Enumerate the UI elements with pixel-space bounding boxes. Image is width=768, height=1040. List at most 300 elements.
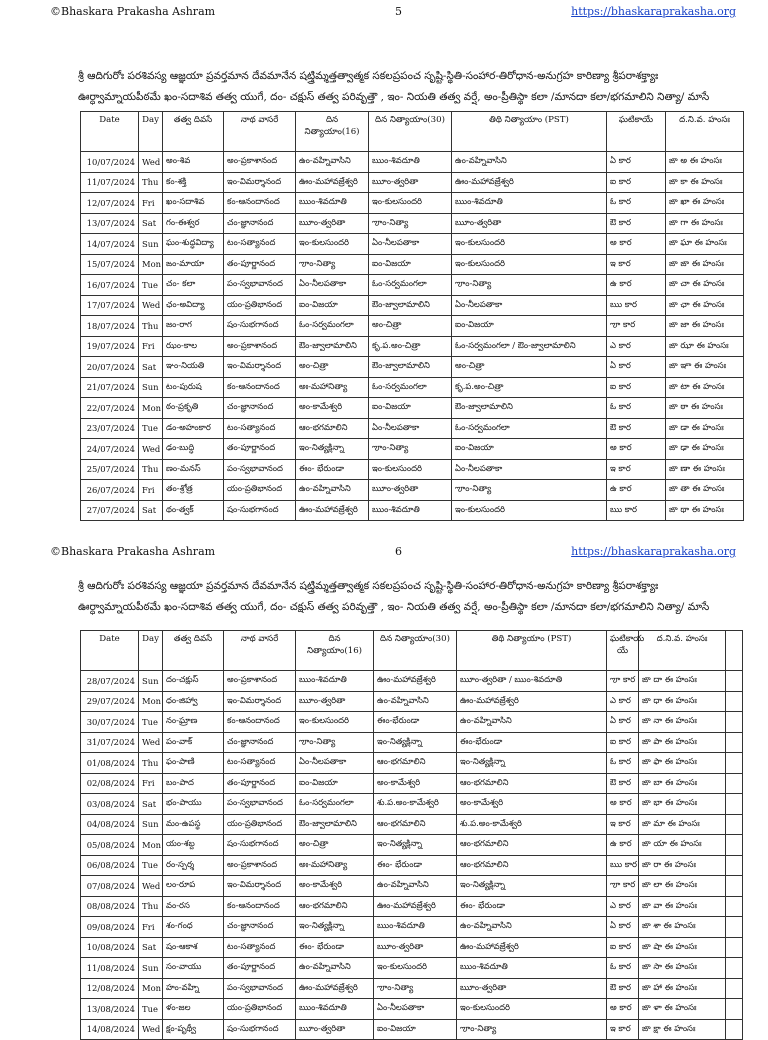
- cell-tattva: దం-చక్షుస్: [163, 671, 224, 692]
- cell-dina16: అం-కామేశ్వరి: [296, 876, 374, 897]
- cell-date: 26/07/2024: [81, 480, 139, 501]
- table-row: [81, 459, 744, 480]
- cell-hamsa: ఙా ఛా ఈ హంసః: [666, 295, 744, 316]
- cell-ghatika: ఐ కార: [607, 377, 666, 398]
- table-body: [81, 671, 743, 1040]
- cell-tattva: జం-రాగ: [163, 316, 224, 337]
- cell-dina16: ఊం-మహావజ్రేశ్వరి: [296, 978, 374, 999]
- cell-ghatika: ఓ కార: [607, 958, 639, 979]
- cell-tattva: ఖం-సదాశివ: [163, 193, 224, 214]
- cell-date: 15/07/2024: [81, 254, 139, 275]
- cell-day: Mon: [139, 691, 163, 712]
- cell-hamsa: ఙా ళా ఈ హంసః: [639, 999, 726, 1020]
- cell-dina30: ఐం-విజయా: [369, 254, 452, 275]
- cell-tattva: ఙం-మాయా: [163, 254, 224, 275]
- cell-date: 06/08/2024: [81, 855, 139, 876]
- cell-day: Wed: [139, 876, 163, 897]
- cell-ghatika: ఏ కార: [607, 357, 666, 378]
- cell-date: 19/07/2024: [81, 336, 139, 357]
- cell-dina16: అః-మహానిత్యా: [296, 377, 369, 398]
- cell-blank: [726, 671, 743, 692]
- cell-ghatika: ఋ కార: [607, 855, 639, 876]
- cell-tithi: ఇం-కులసుందరి: [452, 254, 607, 275]
- table-row: [81, 254, 744, 275]
- cell-dina16: ఆం-భగమాలిని: [296, 418, 369, 439]
- cell-ghatika: ఓ కార: [607, 753, 639, 774]
- cell-tattva: భం-పాయు: [163, 794, 224, 815]
- table-row: [81, 937, 743, 958]
- cell-dina16: ఇం-నిత్యక్లిన్నా: [296, 917, 374, 938]
- website-link[interactable]: https://bhaskaraprakasha.org: [571, 5, 736, 18]
- cell-day: Wed: [139, 732, 163, 753]
- cell-hamsa: ఙా భా ఈ హంసః: [639, 794, 726, 815]
- cell-blank: [726, 1019, 743, 1040]
- cell-ghatika: ఐ కార: [607, 732, 639, 753]
- cell-natha: టం-సత్యానంద: [224, 937, 296, 958]
- col-tattva: తత్వ దివసే: [163, 112, 224, 152]
- cell-ghatika: అ కార: [607, 794, 639, 815]
- table-row: [81, 855, 743, 876]
- table-row: [81, 316, 744, 337]
- cell-natha: టం-సత్యానంద: [224, 418, 296, 439]
- cell-blank: [726, 732, 743, 753]
- cell-date: 10/08/2024: [81, 937, 139, 958]
- table-row: [81, 794, 743, 815]
- cell-tithi: ఇం-కులసుందరి: [452, 500, 607, 521]
- cell-ghatika: ఉ కార: [607, 835, 639, 856]
- cell-dina30: ఇం-కులసుందరి: [374, 958, 457, 979]
- cell-hamsa: ఙా జా ఈ హంసః: [666, 316, 744, 337]
- cell-date: 13/08/2024: [81, 999, 139, 1020]
- table-row: [81, 275, 744, 296]
- cell-date: 14/07/2024: [81, 234, 139, 255]
- cell-date: 27/07/2024: [81, 500, 139, 521]
- cell-dina30: ౠం-త్వరితా: [369, 480, 452, 501]
- cell-day: Wed: [139, 1019, 163, 1040]
- cell-dina16: అం-కామేశ్వరి: [296, 398, 369, 419]
- cell-blank: [726, 958, 743, 979]
- cell-dina30: ఋం-శివదూతి: [374, 917, 457, 938]
- cell-ghatika: ఔ కార: [607, 213, 666, 234]
- page-number: 6: [395, 545, 402, 558]
- cell-blank: [726, 794, 743, 815]
- intro-text: [78, 576, 750, 618]
- cell-dina16: ఏం-నీలపతాకా: [296, 753, 374, 774]
- table-row: [81, 876, 743, 897]
- cell-day: Tue: [139, 275, 163, 296]
- cell-dina30: ఈం-భేరుండా: [374, 712, 457, 733]
- cell-tithi: ఇం-కులసుందరి: [457, 999, 607, 1020]
- cell-dina30: ఉం-వహ్నివాసిని: [374, 691, 457, 712]
- cell-tattva: షం-ఆకాశ: [163, 937, 224, 958]
- cell-natha: తం-పూర్ణానంద: [224, 958, 296, 979]
- cell-hamsa: ఙా ఢా ఈ హంసః: [666, 439, 744, 460]
- cell-day: Sat: [139, 500, 163, 521]
- col-ghatika-line1: ఘటికాయ: [610, 634, 645, 644]
- cell-dina30: ఆం-భగమాలిని: [374, 814, 457, 835]
- cell-blank: [726, 978, 743, 999]
- cell-tithi: ఏం-నీలపతాకా: [452, 459, 607, 480]
- cell-day: Mon: [139, 978, 163, 999]
- cell-dina30: ఐం-విజయా: [369, 398, 452, 419]
- cell-natha: పం-స్వభావానంద: [224, 978, 296, 999]
- intro-line-2: ఊర్ధ్వామ్నాయపీఠమే ఖం-సదాశివ తత్వ యుగే, దం- చక్షుస్ తత్వ పరివృత్తౌ , ఇం- నియతి తత్వ వర్షే, అం-ప్రీతిస్థా కలా /మానదా కలా/భగమాలిని నిత్యా/ మాసే: [78, 91, 710, 103]
- cell-date: 01/08/2024: [81, 753, 139, 774]
- cell-day: Mon: [139, 398, 163, 419]
- website-link[interactable]: https://bhaskaraprakasha.org: [571, 545, 736, 558]
- col-hamsa: ద.ని.వ. హంసః: [639, 631, 726, 671]
- col-day: Day: [139, 631, 163, 671]
- cell-tithi: ఋం-శివదూతి: [452, 193, 607, 214]
- cell-tattva: కం-శక్తి: [163, 172, 224, 193]
- cell-natha: అం-ప్రకాశానంద: [224, 152, 296, 173]
- cell-dina30: ఉం-వహ్నివాసిని: [374, 876, 457, 897]
- cell-tattva: ఞం-నియతి: [163, 357, 224, 378]
- cell-hamsa: ఙా యా ఈ హంసః: [639, 835, 726, 856]
- cell-hamsa: ఙా హా ఈ హంసః: [639, 978, 726, 999]
- cell-hamsa: ఙా దా ఈ హంసః: [639, 671, 726, 692]
- cell-ghatika: ఏ కార: [607, 712, 639, 733]
- cell-natha: పం-స్వభావానంద: [224, 794, 296, 815]
- cell-ghatika: ఐ కార: [607, 937, 639, 958]
- cell-tattva: ణం-మనస్: [163, 459, 224, 480]
- cell-tithi: ౡం-నిత్యా: [457, 1019, 607, 1040]
- col-dina16-line2: నిత్యాయాం(16): [304, 127, 360, 137]
- cell-tithi: ఓం-సర్వమంగలా: [452, 418, 607, 439]
- cell-tattva: అం-శివ: [163, 152, 224, 173]
- cell-date: 17/07/2024: [81, 295, 139, 316]
- cell-dina30: ఊం-మహావజ్రేశ్వరి: [374, 671, 457, 692]
- col-tattva: తత్వ దివసే: [163, 631, 224, 671]
- table-row: [81, 213, 744, 234]
- cell-hamsa: ఙా ఖా ఈ హంసః: [666, 193, 744, 214]
- cell-tithi: ఊం-మహావజ్రేశ్వరి: [457, 691, 607, 712]
- cell-dina16: అః-మహానిత్యా: [296, 855, 374, 876]
- cell-dina30: అం-చిత్రా: [369, 316, 452, 337]
- cell-ghatika: ఐ కార: [607, 172, 666, 193]
- table-row: [81, 418, 744, 439]
- cell-dina16: ఇం-కులసుందరి: [296, 712, 374, 733]
- cell-date: 14/08/2024: [81, 1019, 139, 1040]
- cell-dina16: అం-చిత్రా: [296, 835, 374, 856]
- cell-hamsa: ఙా ఠా ఈ హంసః: [666, 398, 744, 419]
- cell-day: Thu: [139, 172, 163, 193]
- cell-tattva: శం-గంధ: [163, 917, 224, 938]
- cell-hamsa: ఙా మా ఈ హంసః: [639, 814, 726, 835]
- cell-dina30: ౠం-త్వరితా: [374, 937, 457, 958]
- cell-day: Sun: [139, 958, 163, 979]
- col-blank: [726, 631, 743, 671]
- cell-tattva: నం-ఘ్రాణ: [163, 712, 224, 733]
- cell-natha: చం-జ్ఞానానంద: [224, 732, 296, 753]
- cell-date: 03/08/2024: [81, 794, 139, 815]
- cell-dina16: ౠం-త్వరితా: [296, 213, 369, 234]
- cell-dina16: ఉం-వహ్నివాసిని: [296, 958, 374, 979]
- page-number: 5: [395, 5, 402, 18]
- cell-date: 16/07/2024: [81, 275, 139, 296]
- table-row: [81, 671, 743, 692]
- cell-tattva: ఫం-పాణి: [163, 753, 224, 774]
- col-ghatika: [607, 631, 645, 671]
- cell-natha: పం-స్వభావానంద: [224, 459, 296, 480]
- cell-natha: టం-సత్యానంద: [224, 234, 296, 255]
- cell-dina30: ఓం-సర్వమంగలా: [369, 275, 452, 296]
- table-body: [81, 152, 744, 521]
- copyright-text: ©Bhaskara Prakasha Ashram: [50, 545, 216, 558]
- table-row: [81, 500, 744, 521]
- cell-day: Fri: [139, 193, 163, 214]
- cell-natha: కం-ఆనందానంద: [224, 193, 296, 214]
- cell-blank: [726, 876, 743, 897]
- cell-dina30: ఇం-కులసుందరి: [369, 459, 452, 480]
- cell-tithi: ఊం-మహావజ్రేశ్వరి: [452, 172, 607, 193]
- table-row: [81, 295, 744, 316]
- cell-date: 22/07/2024: [81, 398, 139, 419]
- col-dina30: దిన నిత్యాయాం(30): [374, 631, 457, 671]
- cell-dina16: ఆం-భగమాలిని: [296, 896, 374, 917]
- cell-blank: [726, 917, 743, 938]
- col-natha: నాథ వాసరే: [224, 112, 296, 152]
- cell-dina16: ఈం- భేరుండా: [296, 937, 374, 958]
- cell-tithi: ౡం-నిత్యా: [452, 480, 607, 501]
- cell-natha: చం-జ్ఞానానంద: [224, 398, 296, 419]
- cell-day: Thu: [139, 896, 163, 917]
- cell-natha: పం-స్వభావానంద: [224, 275, 296, 296]
- cell-dina16: ఔం-జ్వాలామాలిని: [296, 336, 369, 357]
- cell-day: Mon: [139, 835, 163, 856]
- cell-dina30: ఈం- భేరుండా: [374, 855, 457, 876]
- intro-text: [78, 66, 750, 108]
- cell-dina16: ఊం-మహావజ్రేశ్వరి: [296, 172, 369, 193]
- cell-date: 12/07/2024: [81, 193, 139, 214]
- cell-dina16: ఓం-సర్వమంగలా: [296, 316, 369, 337]
- cell-dina16: ఋం-శివదూతి: [296, 671, 374, 692]
- cell-blank: [726, 937, 743, 958]
- cell-tattva: హం-వహ్ని: [163, 978, 224, 999]
- cell-tithi: ఐం-విజయా: [452, 316, 607, 337]
- cell-blank: [726, 773, 743, 794]
- cell-day: Sat: [139, 794, 163, 815]
- cell-tithi: ఆం-భగమాలిని: [457, 835, 607, 856]
- cell-dina30: ఊం-మహావజ్రేశ్వరి: [374, 896, 457, 917]
- cell-natha: ఇం-విమర్శానంద: [224, 357, 296, 378]
- cell-tattva: ళం-జల: [163, 999, 224, 1020]
- table-row: [81, 398, 744, 419]
- col-date: Date: [81, 112, 139, 152]
- cell-day: Sat: [139, 937, 163, 958]
- cell-dina30: ౡం-నిత్యా: [369, 439, 452, 460]
- table-row: [81, 814, 743, 835]
- col-dina30: దిన నిత్యాయాం(30): [369, 112, 452, 152]
- cell-dina30: అం-కామేశ్వరి: [374, 773, 457, 794]
- cell-ghatika: ఇ కార: [607, 1019, 639, 1040]
- cell-hamsa: ఙా శా ఈ హంసః: [639, 917, 726, 938]
- cell-date: 18/07/2024: [81, 316, 139, 337]
- cell-tithi: ఏం-నీలపతాకా: [452, 295, 607, 316]
- cell-tithi: ఊం-మహావజ్రేశ్వరి: [457, 937, 607, 958]
- cell-ghatika: అ కార: [607, 999, 639, 1020]
- table-row: [81, 480, 744, 501]
- cell-tithi: ౠం-త్వరితా / ఋం-శివదూతి: [457, 671, 607, 692]
- cell-dina30: ఋం-శివదూతి: [369, 152, 452, 173]
- cell-date: 02/08/2024: [81, 773, 139, 794]
- cell-natha: షం-సుభగానంద: [224, 835, 296, 856]
- cell-ghatika: ఋ కార: [607, 295, 666, 316]
- col-dina16-line2: నిత్యాయాం(16): [306, 646, 363, 656]
- cell-tattva: థం-త్వక్: [163, 500, 224, 521]
- cell-natha: తం-పూర్ణానంద: [224, 439, 296, 460]
- cell-natha: యం-ప్రతిభానంద: [224, 814, 296, 835]
- cell-dina16: ఔం-జ్వాలామాలిని: [296, 814, 374, 835]
- cell-tattva: గం-ఈశ్వర: [163, 213, 224, 234]
- cell-day: Sat: [139, 357, 163, 378]
- cell-dina30: ఔం-జ్వాలామాలిని: [369, 295, 452, 316]
- cell-dina30: ఔం-జ్వాలామాలిని: [369, 357, 452, 378]
- cell-tithi: అం-చిత్రా: [452, 357, 607, 378]
- cell-date: 09/08/2024: [81, 917, 139, 938]
- cell-tattva: బం-పాద: [163, 773, 224, 794]
- col-tithi: తిథి నిత్యాయాం (PST): [452, 112, 607, 152]
- table-row: [81, 377, 744, 398]
- cell-hamsa: ఙా టా ఈ హంసః: [666, 377, 744, 398]
- cell-ghatika: ఉ కార: [607, 480, 666, 501]
- cell-dina16: ఇం-నిత్యక్లిన్నా: [296, 439, 369, 460]
- calendar-table: [80, 630, 743, 1040]
- cell-blank: [726, 999, 743, 1020]
- cell-day: Mon: [139, 254, 163, 275]
- cell-tithi: ఔం-జ్వాలామాలిని: [452, 398, 607, 419]
- cell-dina30: కృ.ప.అం-చిత్రా: [369, 336, 452, 357]
- cell-ghatika: ఓ కార: [607, 193, 666, 214]
- cell-hamsa: ఙా షా ఈ హంసః: [639, 937, 726, 958]
- cell-dina30: శు.ప.అం-కామేశ్వరి: [374, 794, 457, 815]
- cell-day: Fri: [139, 480, 163, 501]
- cell-natha: అం-ప్రకాశానంద: [224, 855, 296, 876]
- cell-date: 28/07/2024: [81, 671, 139, 692]
- cell-tithi: ఈం-భేరుండా: [457, 732, 607, 753]
- cell-day: Thu: [139, 459, 163, 480]
- cell-dina16: ౡం-నిత్యా: [296, 254, 369, 275]
- cell-hamsa: ఙా ఝా ఈ హంసః: [666, 336, 744, 357]
- cell-tattva: ఘం-శుద్ధవిద్యా: [163, 234, 224, 255]
- cell-tithi: ఇం-నిత్యక్లిన్నా: [457, 753, 607, 774]
- table-row: [81, 712, 743, 733]
- cell-hamsa: ఙా ధా ఈ హంసః: [639, 691, 726, 712]
- cell-dina16: ఉం-వహ్నివాసిని: [296, 480, 369, 501]
- cell-ghatika: ఇ కార: [607, 254, 666, 275]
- cell-dina16: ౠం-త్వరితా: [296, 1019, 374, 1040]
- cell-hamsa: ఙా కా ఈ హంసః: [666, 172, 744, 193]
- cell-date: 20/07/2024: [81, 357, 139, 378]
- cell-blank: [726, 712, 743, 733]
- cell-ghatika: ౡ కార: [607, 316, 666, 337]
- intro-line-1: శ్రీ ఆదిగురోః పరశివస్య ఆజ్ఞయా ప్రవర్తమాన దేవమానేన షట్త్రిమ్శత్తత్వాత్మక సకలప్రపంచ సృష్టి-స్థితి-సంహార-తిరోధాన-అనుగ్రహ కారిణ్యా శ్రీపరాశక్త్యాః: [78, 580, 659, 592]
- cell-day: Sun: [139, 671, 163, 692]
- table-row: [81, 691, 743, 712]
- cell-hamsa: ఙా వా ఈ హంసః: [639, 896, 726, 917]
- page-header: [0, 540, 768, 564]
- cell-ghatika: ఔ కార: [607, 773, 639, 794]
- col-ghatika-line2: యే: [616, 646, 629, 656]
- cell-tattva: ఝం-కాల: [163, 336, 224, 357]
- cell-day: Sat: [139, 213, 163, 234]
- cell-ghatika: ఎ కార: [607, 896, 639, 917]
- cell-tithi: ౠం-త్వరితా: [452, 213, 607, 234]
- table-row: [81, 999, 743, 1020]
- cell-tattva: డం-అహంకార: [163, 418, 224, 439]
- cell-ghatika: ఎ కార: [607, 691, 639, 712]
- cell-tithi: అం-కామేశ్వరి: [457, 794, 607, 815]
- cell-ghatika: ఏ కార: [607, 917, 639, 938]
- cell-tattva: లం-రూప: [163, 876, 224, 897]
- cell-date: 25/07/2024: [81, 459, 139, 480]
- col-dina16: [296, 631, 374, 671]
- cell-tithi: ఓం-సర్వమంగలా / ఔం-జ్వాలామాలిని: [452, 336, 607, 357]
- col-dina16: [296, 112, 369, 152]
- cell-day: Fri: [139, 917, 163, 938]
- cell-natha: చం-జ్ఞానానంద: [224, 213, 296, 234]
- cell-ghatika: ౡ కార: [607, 876, 639, 897]
- cell-date: 24/07/2024: [81, 439, 139, 460]
- cell-dina30: ఓం-సర్వమంగలా: [369, 377, 452, 398]
- cell-natha: ఇం-విమర్శానంద: [224, 172, 296, 193]
- cell-date: 21/07/2024: [81, 377, 139, 398]
- cell-natha: అం-ప్రకాశానంద: [224, 671, 296, 692]
- cell-hamsa: ఙా అ ఈ హంసః: [666, 152, 744, 173]
- cell-dina30: ఐం-విజయా: [374, 1019, 457, 1040]
- cell-day: Tue: [139, 418, 163, 439]
- table-row: [81, 835, 743, 856]
- cell-ghatika: ఔ కార: [607, 418, 666, 439]
- cell-natha: టం-సత్యానంద: [224, 753, 296, 774]
- cell-dina16: ఈం- భేరుండా: [296, 459, 369, 480]
- cell-tattva: పం-వాక్: [163, 732, 224, 753]
- cell-natha: తం-పూర్ణానంద: [224, 773, 296, 794]
- cell-ghatika: ఓ కార: [607, 398, 666, 419]
- cell-natha: యం-ప్రతిభానంద: [224, 999, 296, 1020]
- table-row: [81, 172, 744, 193]
- cell-dina30: ఇం-నిత్యక్లిన్నా: [374, 732, 457, 753]
- cell-day: Fri: [139, 336, 163, 357]
- cell-dina30: ౡం-నిత్యా: [374, 978, 457, 999]
- cell-natha: కం-ఆనందానంద: [224, 377, 296, 398]
- cell-tithi: ఉం-వహ్నివాసిని: [452, 152, 607, 173]
- cell-hamsa: ఙా ఘా ఈ హంసః: [666, 234, 744, 255]
- cell-day: Sun: [139, 377, 163, 398]
- cell-date: 11/08/2024: [81, 958, 139, 979]
- cell-dina16: ఐం-విజయా: [296, 295, 369, 316]
- cell-date: 13/07/2024: [81, 213, 139, 234]
- table-row: [81, 917, 743, 938]
- cell-tattva: క్షం-పృథ్వీ: [163, 1019, 224, 1040]
- cell-dina30: ఏం-నీలపతాకా: [374, 999, 457, 1020]
- table-row: [81, 896, 743, 917]
- cell-date: 11/07/2024: [81, 172, 139, 193]
- cell-tattva: రం-స్పర్శ: [163, 855, 224, 876]
- cell-dina30: ఋం-శివదూతి: [369, 500, 452, 521]
- cell-blank: [726, 814, 743, 835]
- cell-tattva: మం-ఉపస్థ: [163, 814, 224, 835]
- cell-natha: తం-పూర్ణానంద: [224, 254, 296, 275]
- page-6: [0, 540, 768, 1035]
- cell-natha: షం-సుభగానంద: [224, 1019, 296, 1040]
- cell-day: Thu: [139, 753, 163, 774]
- cell-day: Wed: [139, 152, 163, 173]
- cell-tattva: టం-పురుష: [163, 377, 224, 398]
- cell-tithi: ౡం-నిత్యా: [452, 275, 607, 296]
- cell-blank: [726, 691, 743, 712]
- cell-natha: ఇం-విమర్శానంద: [224, 691, 296, 712]
